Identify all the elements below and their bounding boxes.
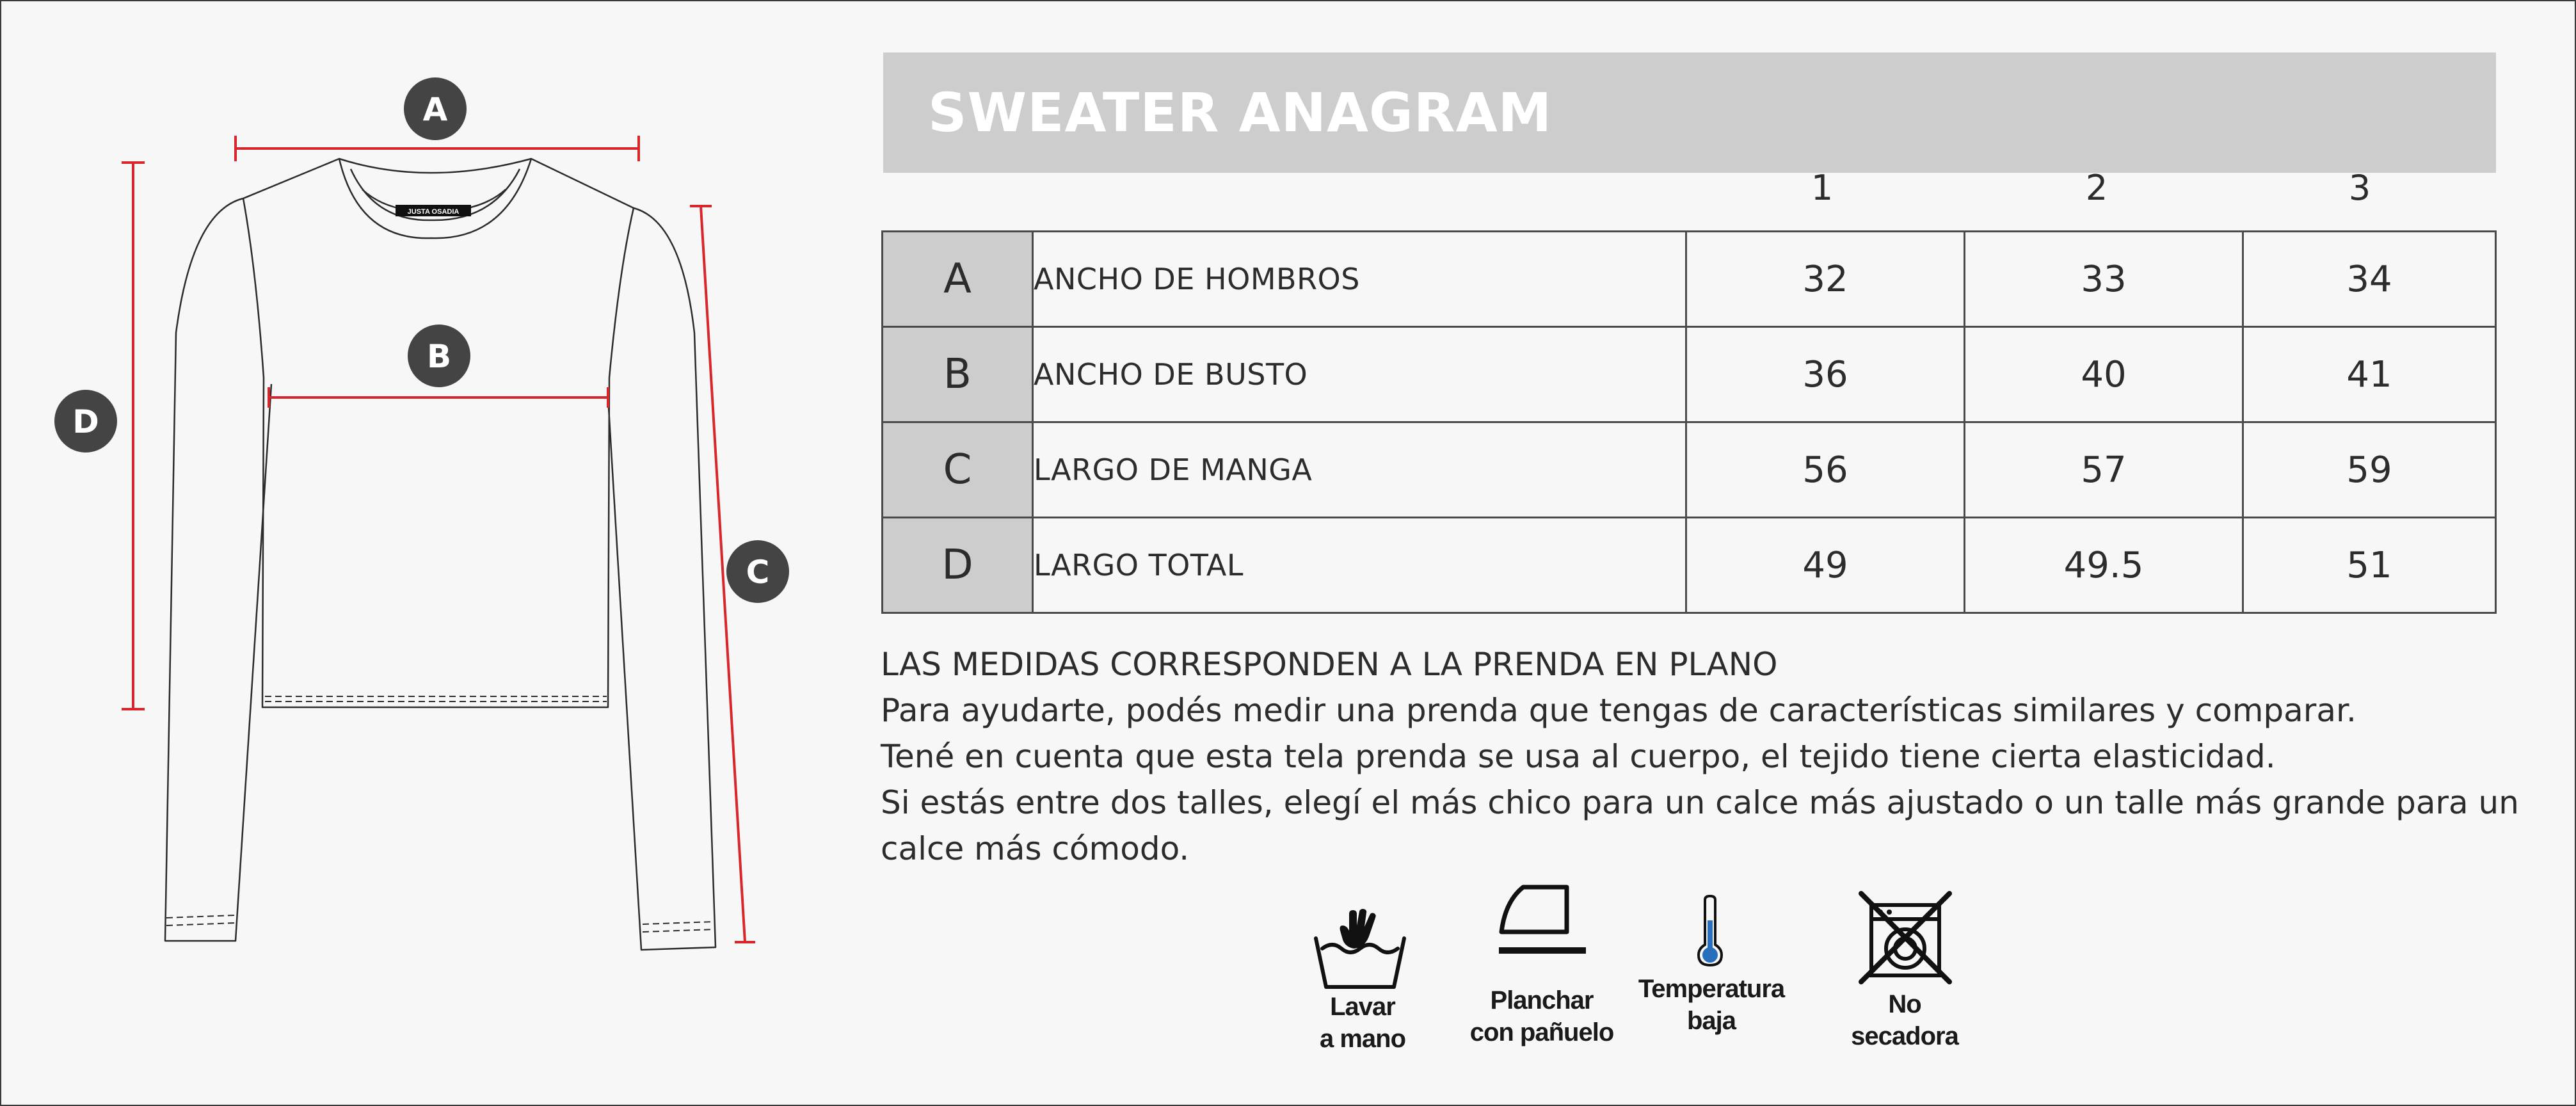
row-key: C	[883, 422, 1033, 518]
notes-line: Para ayudarte, podés medir una prenda que tengas de características similares y comparar.	[881, 692, 2356, 729]
badge-d: D	[72, 403, 99, 440]
badge-c: C	[746, 554, 770, 591]
iron-icon	[1498, 882, 1587, 962]
product-title: SWEATER ANAGRAM	[928, 81, 1553, 144]
row-label: LARGO TOTAL	[1033, 518, 1686, 613]
row-label: ANCHO DE BUSTO	[1033, 327, 1686, 422]
size-value: 59	[2243, 422, 2496, 518]
sweater-right-sleeve	[608, 208, 716, 950]
notes-line: Tené en cuenta que esta tela prenda se usa al cuerpo, el tejido tiene cierta elasticidad.	[881, 738, 2276, 775]
size-header-2: 2	[2085, 168, 2108, 208]
no-dryer-label: No secadora	[1851, 990, 1958, 1050]
hand-wash-icon	[1312, 909, 1408, 992]
badge-a: A	[422, 91, 448, 128]
table-row	[883, 232, 2496, 327]
measurement-notes	[881, 641, 2519, 872]
no-dryer-icon	[1859, 891, 1952, 984]
size-header-1: 1	[1811, 168, 1834, 208]
row-key: A	[883, 232, 1033, 327]
table-row	[883, 422, 2496, 518]
notes-line: calce más cómodo.	[881, 830, 1190, 867]
temperature-label: Temperatura baja	[1638, 975, 1785, 1035]
title-bar	[883, 52, 2496, 173]
notes-line: Si estás entre dos talles, elegí el más chico para un calce más ajustado o un talle más grande para un	[881, 784, 2519, 821]
size-value: 57	[1965, 422, 2243, 518]
size-header-3: 3	[2348, 168, 2371, 208]
notes-heading: LAS MEDIDAS CORRESPONDEN A LA PRENDA EN PLANO	[881, 646, 1778, 683]
size-value: 49	[1686, 518, 1965, 613]
table-row	[883, 327, 2496, 422]
size-value: 56	[1686, 422, 1965, 518]
size-value: 34	[2243, 232, 2496, 327]
sweater-body-outline	[243, 159, 634, 707]
sweater-neckline	[339, 159, 531, 238]
row-label: LARGO DE MANGA	[1033, 422, 1686, 518]
badge-b: B	[426, 338, 452, 375]
row-key: D	[883, 518, 1033, 613]
table-row	[883, 518, 2496, 613]
size-table	[881, 230, 2497, 614]
iron-label: Planchar con pañuelo	[1469, 986, 1614, 1046]
size-value: 32	[1686, 232, 1965, 327]
size-value: 51	[2243, 518, 2496, 613]
neck-tag-text: JUSTA OSADIA	[407, 208, 460, 216]
hand-wash-label: Lavar a mano	[1319, 993, 1406, 1053]
size-value: 41	[2243, 327, 2496, 422]
row-key: B	[883, 327, 1033, 422]
row-label: ANCHO DE HOMBROS	[1033, 232, 1686, 327]
thermometer-icon	[1697, 895, 1723, 966]
size-value: 40	[1965, 327, 2243, 422]
sweater-diagram	[0, 0, 851, 1106]
size-value: 36	[1686, 327, 1965, 422]
size-value: 33	[1965, 232, 2243, 327]
sweater-left-sleeve	[165, 198, 271, 941]
size-value: 49.5	[1965, 518, 2243, 613]
